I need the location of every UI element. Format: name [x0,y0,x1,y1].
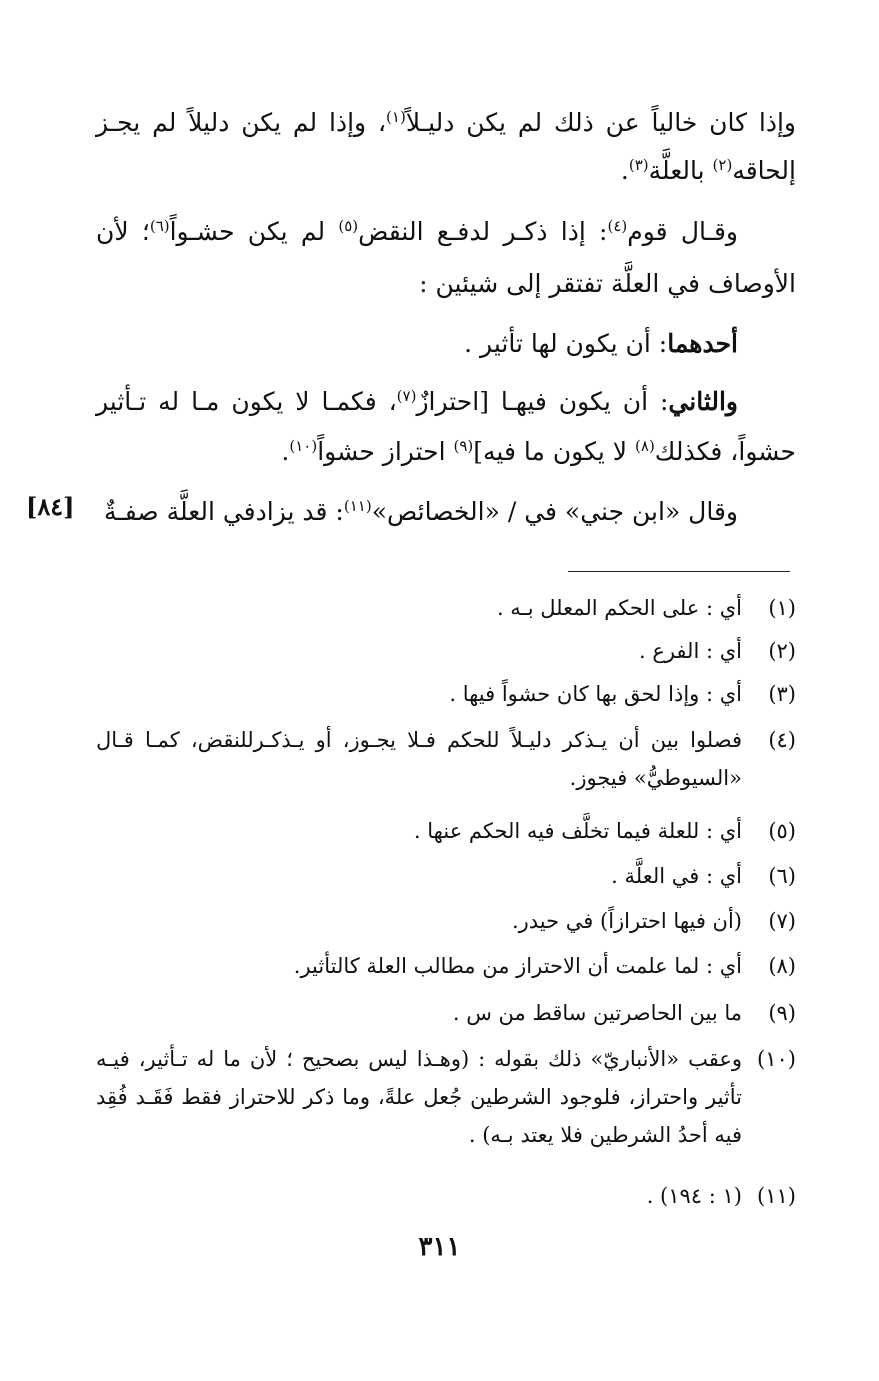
footnote-text: (أن فيها احترازاً) في حيدر. [511,909,742,933]
footnote-ref[interactable]: (٩) [453,437,474,455]
footnote-ref[interactable]: (١٠) [289,437,318,455]
footnote-ref[interactable]: (١١) [343,497,372,515]
footnote-text: (١ : ١٩٤) . [646,1184,742,1208]
footnote-text: أي : على الحكم المعلل بـه . [496,596,742,620]
footnote-text: فصلوا بين أن يـذكر دليـلاً للحكم فـلا يجـوز، أو يـذكـرللنقض، كمـا قـال «السيوطيُّ» فيجوز. [96,728,742,790]
page-number: ٣١١ [418,1232,461,1262]
body-line: وقال «ابن جني» في / «الخصائص»$^{(١١)}$: قد يزادفي العلَّة صفـةٌ [104,497,738,526]
footnote-5 [96,812,796,850]
footnote-4 [96,721,796,797]
term-bold: أحدهما [667,329,738,358]
footnote-ref[interactable]: (٨) [635,437,655,455]
footnote-number: (٩) [768,1001,796,1025]
footnote-text: أي : للعلة فيما تخلَّف فيه الحكم عنها . [413,819,742,843]
footnote-number: (٦) [768,864,796,888]
body-line: إلحاقه$^{(٢)}$ بالعلَّة$^{(٣)}$. [620,156,796,185]
footnote-number: (٣) [768,682,796,706]
footnote-text: أي : وإذا لحق بها كان حشواً فيها . [449,682,742,706]
body-line: أحدهما: أن يكون لها تأثير . [464,329,738,358]
footnote-number: (٧) [768,909,796,933]
footnote-ref[interactable]: (٦) [149,217,170,235]
footnote-6 [96,857,796,895]
footnote-3 [96,675,796,713]
footnote-8 [96,947,796,985]
footnote-number: (٤) [768,728,796,752]
footnote-1 [96,589,796,627]
footnote-text: أي : لما علمت أن الاحتراز من مطالب العلة كالتأثير. [293,954,742,978]
footnote-11 [96,1177,796,1215]
footnote-number: (٨) [768,954,796,978]
footnote-ref[interactable]: (٣) [628,156,649,174]
body-line: والثاني: أن يكون فيهـا [احترازٌ$^{(٧)}$، فكمـا لا يكون مـا له تـأثير [96,387,738,416]
term-bold: والثاني [668,387,738,416]
footnote-number: (٢) [768,639,796,663]
footnote-7 [96,902,796,940]
footnote-ref[interactable]: (٢) [712,156,733,174]
footnote-ref[interactable]: (٥) [338,217,359,235]
footnote-ref[interactable]: (٧) [396,387,417,405]
footnote-separator [568,571,790,572]
footnote-text: ما بين الحاصرتين ساقط من س . [452,1001,742,1025]
footnote-text: أي : الفرع . [638,639,742,663]
footnote-10 [96,1040,796,1154]
body-line: حشواً، فكذلك$^{(٨)}$ لا يكون ما فيه]$^{(٩)}$ احتراز حشواً$^{(١٠)}$. [281,437,796,466]
footnote-number: (١١) [757,1184,796,1208]
page-marker: [٨٤] [26,492,75,521]
body-line: وقـال قوم$^{(٤)}$: إذا ذكـر لدفـع النقض$^{(٥)}$ لم يكن حشـواً$^{(٦)}$؛ لأن [96,217,738,246]
footnote-number: (١٠) [757,1047,796,1071]
footnote-2 [96,632,796,670]
footnote-9 [96,994,796,1032]
footnote-number: (١) [768,596,796,620]
footnote-ref[interactable]: (١) [386,108,406,126]
footnote-number: (٥) [768,819,796,843]
footnote-text: وعقب «الأنباريّ» ذلك بقوله : (وهـذا ليس بصحيح ؛ لأن ما له تـأثير، فيـه تأثير واحتراز، فلوجود الشرطين جُعل علةً، وما ذكر للاحتراز فقط فَقَـد فُقِد فيه أحدُ الشرطين فلا يعتد بـه) . [96,1047,742,1147]
footnote-ref[interactable]: (٤) [607,217,628,235]
body-line: وإذا كان خالياً عن ذلك لم يكن دليـلاً$^{(١)}$، وإذا لم يكن دليلاً لم يجـز [96,108,797,137]
footnote-text: أي : في العلَّة . [611,864,742,888]
body-line: الأوصاف في العلَّة تفتقر إلى شيئين : [419,269,796,298]
